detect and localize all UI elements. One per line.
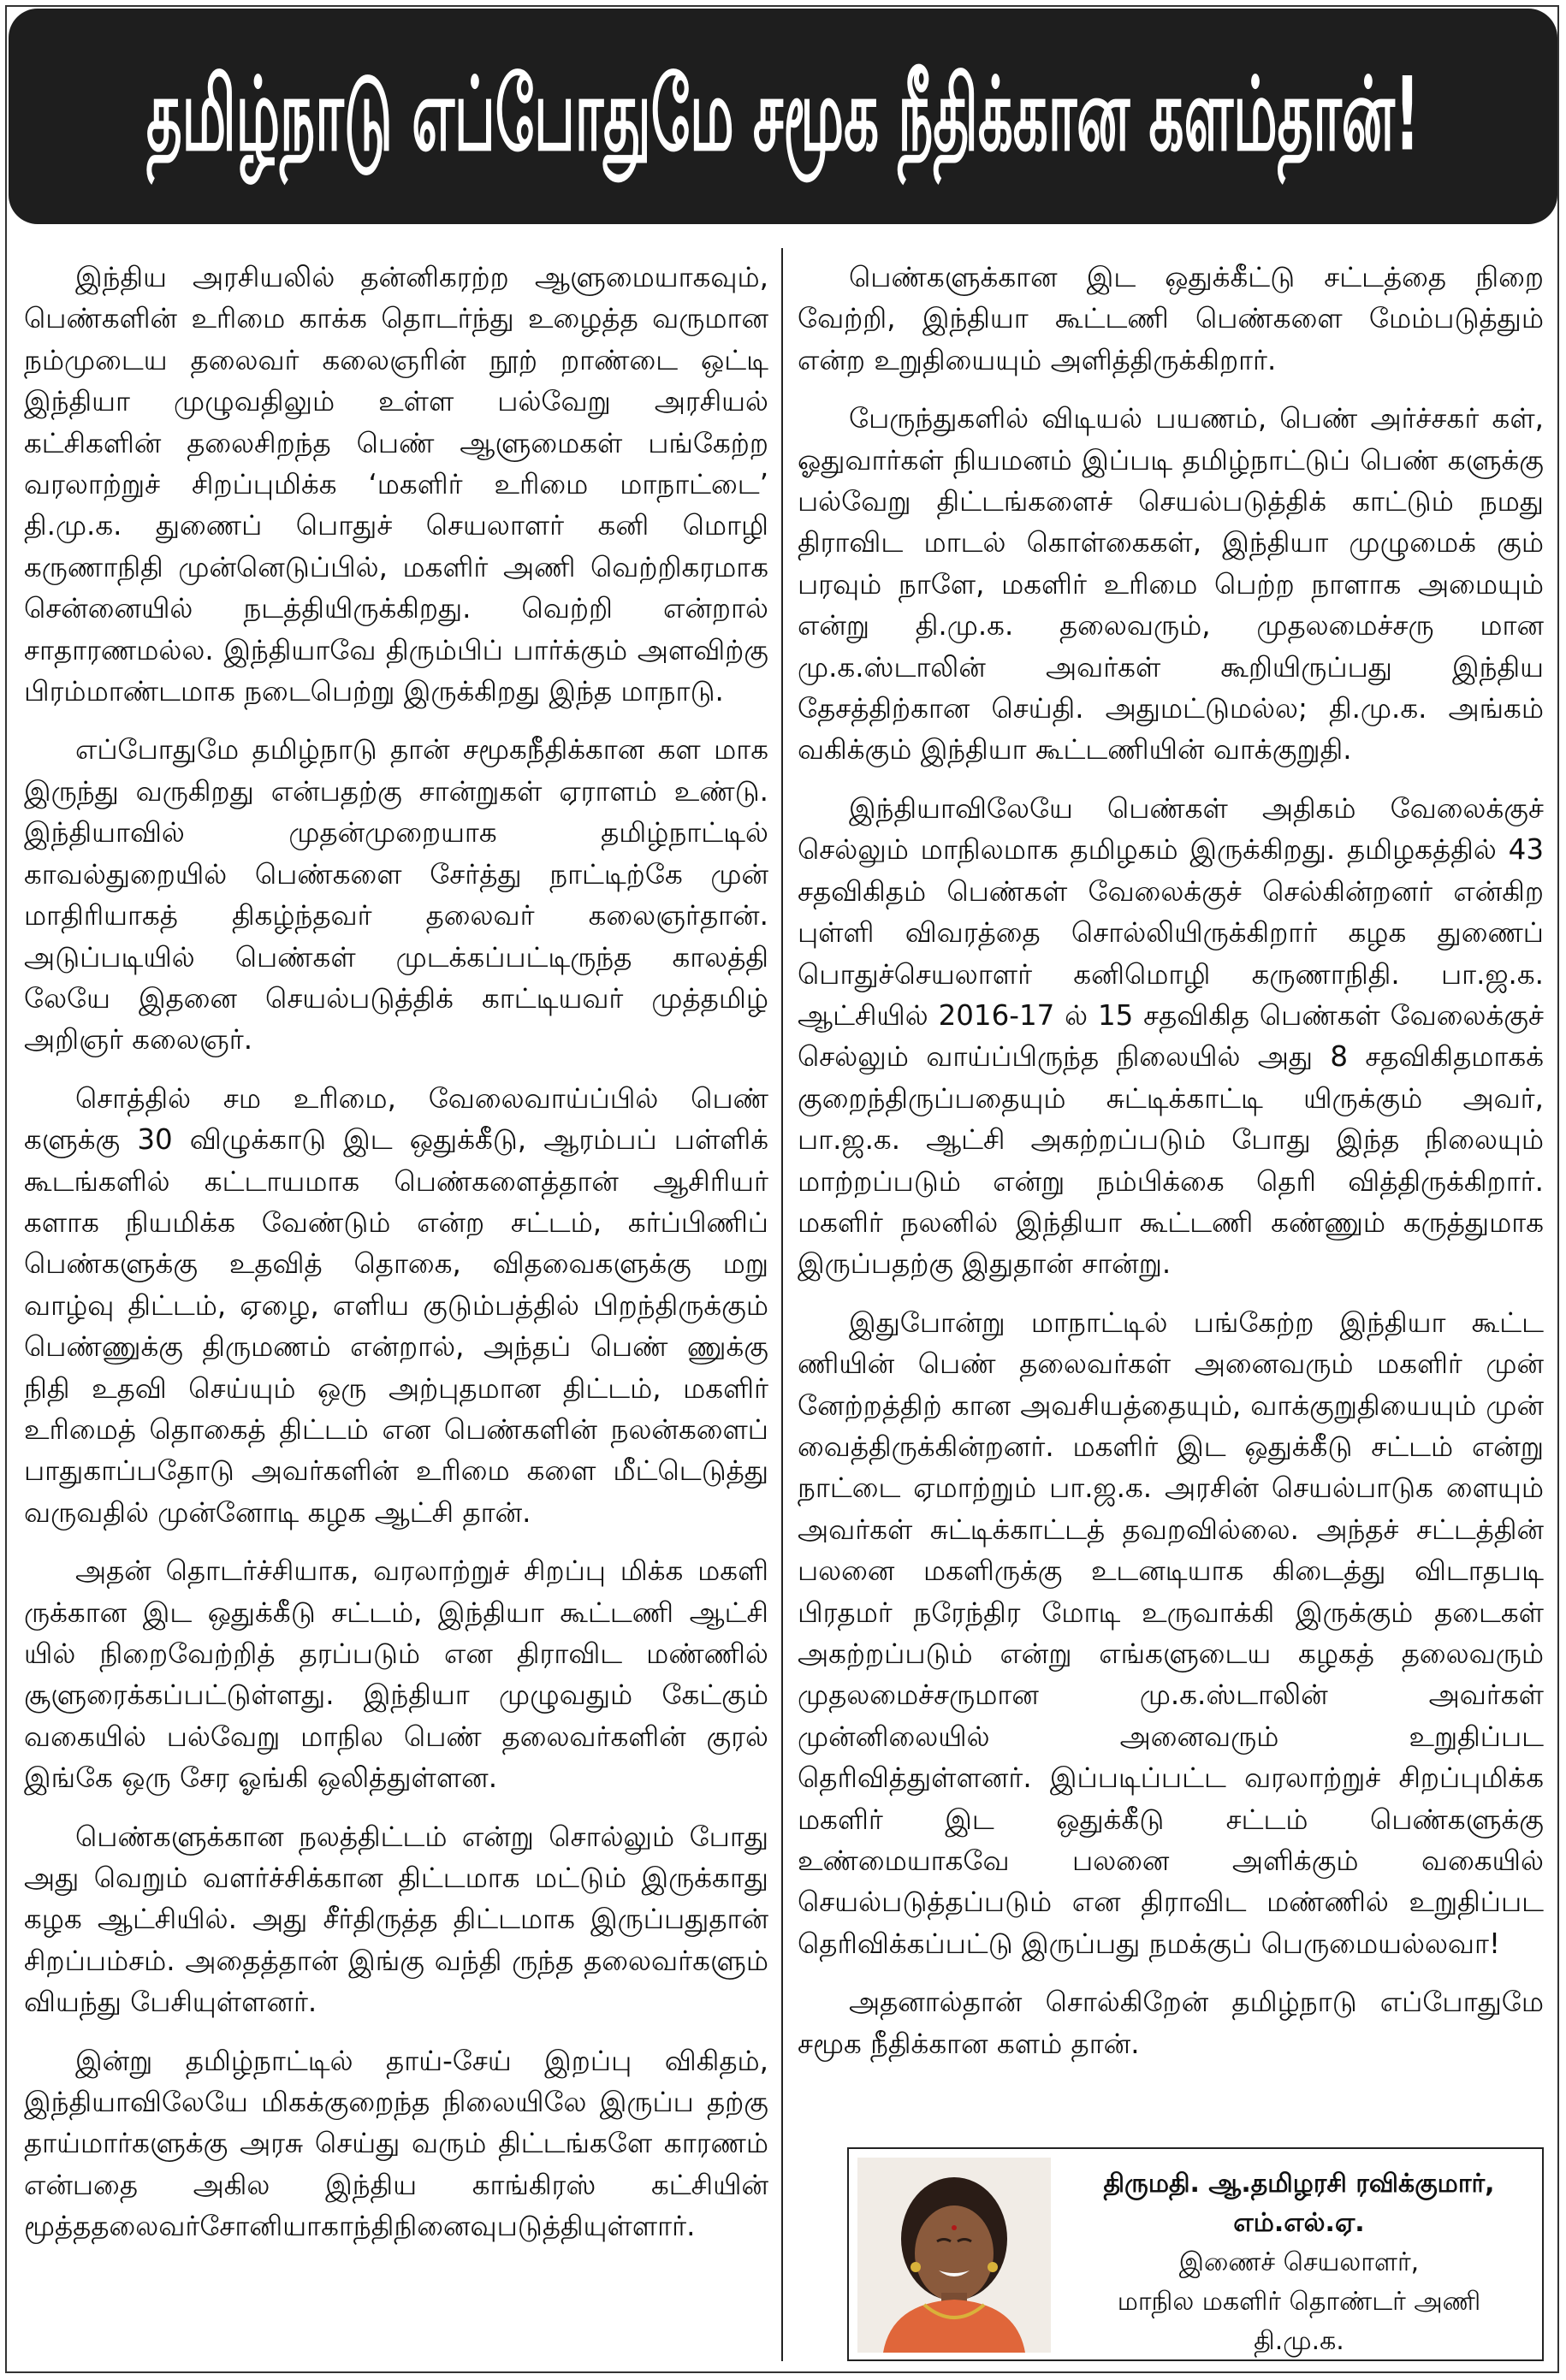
right-column [798,257,1544,2081]
paragraph: இன்று தமிழ்நாட்டில் தாய்-சேய் இறப்பு விகிதம், இந்தியாவிலேயே மிகக்குறைந்த நிலையிலே இருப்ப தற்கு தாய்மார்களுக்கு அரசு செய்து வரும் திட்டங்களே காரணம் என்பதை அகில இந்திய காங்கிரஸ் கட்சியின் மூத்ததலைவர்சோனியாகாந்திநினைவுபடுத்தியுள்ளார். [24,2044,768,2243]
paragraph: அதன் தொடர்ச்சியாக, வரலாற்றுச் சிறப்பு மிக்க மகளி ருக்கான இட ஒதுக்கீடு சட்டம், இந்தியா கூட்டணி ஆட்சி யில் நிறைவேற்றித் தரப்படும் என திராவிட மண்ணில் சூளுரைக்கப்பட்டுள்ளது. இந்தியா முழுவதும் கேட்கும் வகையில் பல்வேறு மாநில பெண் தலைவர்களின் குரல் இங்கே ஒரு சேர ஓங்கி ஒலித்துள்ளன. [24,1554,768,1795]
headline: தமிழ்நாடு எப்போதுமே சமூக நீதிக்கான களம்தான்! [145,56,1421,175]
author-role: இணைச் செயலாளர், [1178,2247,1420,2277]
paragraph: சொத்தில் சம உரிமை, வேலைவாய்ப்பில் பெண் களுக்கு 30 விழுக்காடு இட ஒதுக்கீடு, ஆரம்பப் பள்ளிக் கூடங்களில் கட்டாயமாக பெண்களைத்தான் ஆசிரியர் களாக நியமிக்க வேண்டும் என்ற சட்டம், கர்ப்பிணிப் பெண்களுக்கு உதவித் தொகை, விதவைகளுக்கு மறு வாழ்வு திட்டம், ஏழை, எளிய குடும்பத்தில் பிறந்திருக்கும் பெண்ணுக்கு திருமணம் என்றால், அந்தப் பெண் ணுக்கு நிதி உதவி செய்யும் ஒரு அற்புதமான திட்டம், மகளிர் உரிமைத் தொகைத் திட்டம் என பெண்களின் நலன்களைப் பாதுகாப்பதோடு அவர்களின் உரிமை களை மீட்டெடுத்து வருவதில் முன்னோடி கழக ஆட்சி தான். [24,1081,768,1529]
author-byline-box [847,2147,1544,2361]
paragraph: பெண்களுக்கான இட ஒதுக்கீட்டு சட்டத்தை நிறை வேற்றி, இந்தியா கூட்டணி பெண்களை மேம்படுத்தும் என்ற உறுதியையும் அளித்திருக்கிறார். [798,261,1544,376]
portrait-photo-icon [857,2158,1051,2353]
paragraph: இந்திய அரசியலில் தன்னிகரற்ற ஆளுமையாகவும், பெண்களின் உரிமை காக்க தொடர்ந்து உழைத்த வருமான நம்முடைய தலைவர் கலைஞரின் நூற் றாண்டை ஒட்டி இந்தியா முழுவதிலும் உள்ள பல்வேறு அரசியல் கட்சிகளின் தலைசிறந்த பெண் ஆளுமைகள் பங்கேற்ற வரலாற்றுச் சிறப்புமிக்க ‘மகளிர் உரிமை மாநாட்டை’ தி.மு.க. துணைப் பொதுச் செயலாளர் கனி மொழி கருணாநிதி முன்னெடுப்பில், மகளிர் அணி வெற்றிகரமாக சென்னையில் நடத்தியிருக்கிறது. வெற்றி என்றால் சாதாரணமல்ல. இந்தியாவே திரும்பிப் பார்க்கும் அளவிற்கு பிரம்மாண்டமாக நடைபெற்று இருக்கிறது இந்த மாநாடு. [24,261,768,708]
paragraph: எப்போதுமே தமிழ்நாடு தான் சமூகநீதிக்கான கள மாக இருந்து வருகிறது என்பதற்கு சான்றுகள் ஏராளம் உண்டு. இந்தியாவில் முதன்முறையாக தமிழ்நாட்டில் காவல்துறையில் பெண்களை சேர்த்து நாட்டிற்கே முன் மாதிரியாகத் திகழ்ந்தவர் தலைவர் கலைஞர்தான். அடுப்படியில் பெண்கள் முடக்கப்பட்டிருந்த காலத்தி லேயே இதனை செயல்படுத்திக் காட்டியவர் முத்தமிழ் அறிஞர் கலைஞர். [24,733,768,1057]
author-name: திருமதி. ஆ.தமிழரசி ரவிக்குமார், எம்.எல்.ஏ. [1103,2169,1495,2238]
author-info [1061,2164,1537,2361]
headline-banner [9,9,1557,224]
paragraph: அதனால்தான் சொல்கிறேன் தமிழ்நாடு எப்போதுமே சமூக நீதிக்கான களம் தான். [798,1986,1544,2060]
column-divider [781,248,783,2361]
author-wing: மாநில மகளிர் தொண்டர் அணி [1117,2287,1481,2317]
left-column [24,257,768,2265]
paragraph: இந்தியாவிலேயே பெண்கள் அதிகம் வேலைக்குச் செல்லும் மாநிலமாக தமிழகம் இருக்கிறது. தமிழகத்தில் 43 சதவிகிதம் பெண்கள் வேலைக்குச் செல்கின்றனர் என்கிற புள்ளி விவரத்தை சொல்லியிருக்கிறார் கழக துணைப் பொதுச்செயலாளர் கனிமொழி கருணாநிதி. பா.ஜ.க. ஆட்சியில் 2016-17 ல் 15 சதவிகித பெண்கள் வேலைக்குச் செல்லும் வாய்ப்பிருந்த நிலையில் அது 8 சதவிகிதமாகக் குறைந்திருப்பதையும் சுட்டிக்காட்டி யிருக்கும் அவர், பா.ஜ.க. ஆட்சி அகற்றப்படும் போது இந்த நிலையும் மாற்றப்படும் என்று நம்பிக்கை தெரி வித்திருக்கிறார். மகளிர் நலனில் இந்தியா கூட்டணி கண்ணும் கருத்துமாக இருப்பதற்கு இதுதான் சான்று. [798,791,1544,1281]
paragraph: இதுபோன்று மாநாட்டில் பங்கேற்ற இந்தியா கூட்ட ணியின் பெண் தலைவர்கள் அனைவரும் மகளிர் முன் னேற்றத்திற் கான அவசியத்தையும், வாக்குறுதியையும் முன் வைத்திருக்கின்றனர். மகளிர் இட ஒதுக்கீடு சட்டம் என்று நாட்டை ஏமாற்றும் பா.ஜ.க. அரசின் செயல்பாடுக ளையும் அவர்கள் சுட்டிக்காட்டத் தவறவில்லை. அந்தச் சட்டத்தின் பலனை மகளிருக்கு உடனடியாக கிடைத்து விடாதபடி பிரதமர் நரேந்திர மோடி உருவாக்கி இருக்கும் தடைகள் அகற்றப்படும் என்று எங்களுடைய கழகத் தலைவரும் முதலமைச்சருமான மு.க.ஸ்டாலின் அவர்கள் முன்னிலையில் அனைவரும் உறுதிப்பட தெரிவித்துள்ளனர். இப்படிப்பட்ட வரலாற்றுச் சிறப்புமிக்க மகளிர் இட ஒதுக்கீடு சட்டம் பெண்களுக்கு உண்மையாகவே பலனை அளிக்கும் வகையில் செயல்படுத்தப்படும் என திராவிட மண்ணில் உறுதிப்பட தெரிவிக்கப்பட்டு இருப்பது நமக்குப் பெருமையல்லவா! [798,1305,1544,1960]
author-photo [857,2158,1051,2353]
author-party: தி.மு.க. [1254,2326,1344,2356]
paragraph: பெண்களுக்கான நலத்திட்டம் என்று சொல்லும் போது அது வெறும் வளர்ச்சிக்கான திட்டமாக மட்டும் இருக்காது கழக ஆட்சியில். அது சீர்திருத்த திட்டமாக இருப்பதுதான் சிறப்பம்சம். அதைத்தான் இங்கு வந்தி ருந்த தலைவர்களும் வியந்து பேசியுள்ளனர். [24,1820,768,2019]
paragraph: பேருந்துகளில் விடியல் பயணம், பெண் அர்ச்சகர் கள், ஓதுவார்கள் நியமனம் இப்படி தமிழ்நாட்டுப் பெண் களுக்கு பல்வேறு திட்டங்களைச் செயல்படுத்திக் காட்டும் நமது திராவிட மாடல் கொள்கைகள், இந்தியா முழுமைக் கும் பரவும் நாளே, மகளிர் உரிமை பெற்ற நாளாக அமையும் என்று தி.மு.க. தலைவரும், முதலமைச்சரு மான மு.க.ஸ்டாலின் அவர்கள் கூறியிருப்பது இந்திய தேசத்திற்கான செய்தி. அதுமட்டுமல்ல; தி.மு.க. அங்கம் வகிக்கும் இந்தியா கூட்டணியின் வாக்குறுதி. [798,402,1544,767]
